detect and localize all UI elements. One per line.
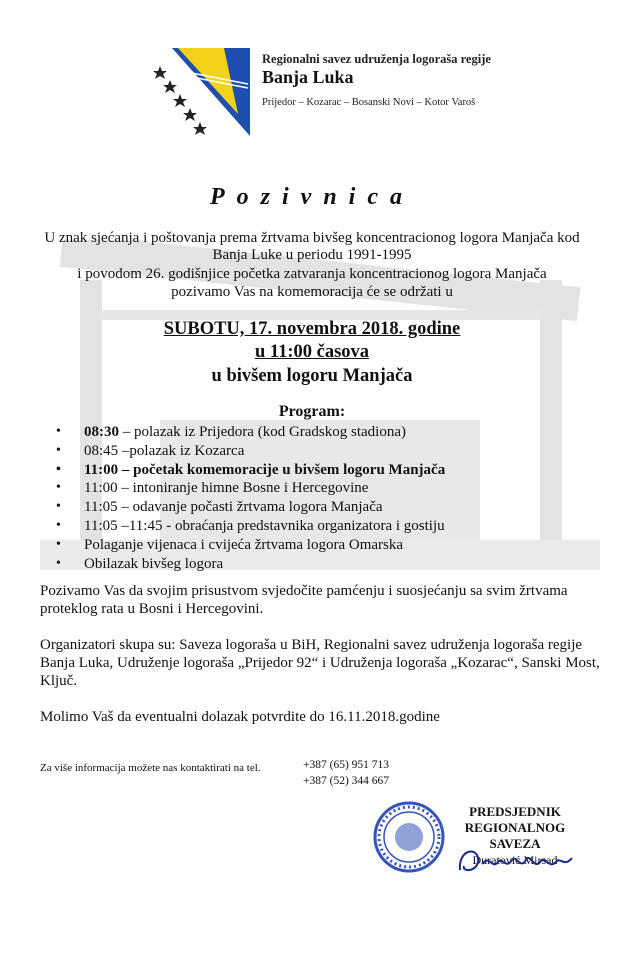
intro-line-4: pozivamo Vas na komemoracija će se održati u bbox=[171, 284, 453, 300]
program-item-text: – polazak iz Prijedora (kod Gradskog stadiona) bbox=[119, 424, 406, 440]
handwritten-signature bbox=[440, 840, 590, 880]
program-item-text: Polaganje vijenaca i cvijeća žrtvama logora Omarska bbox=[84, 536, 404, 553]
event-time: u 11:00 časova bbox=[254, 342, 370, 362]
signatory-title-line-1: PREDSJEDNIK bbox=[469, 804, 561, 819]
bih-flag-logo bbox=[152, 44, 252, 140]
intro-line-2: Banja Luke u periodu 1991-1995 bbox=[212, 247, 412, 263]
rsvp-paragraph: Molimo Vaš da eventualni dolazak potvrdite do 16.11.2018.godine bbox=[40, 709, 440, 725]
organization-name: Regionalni savez udruženja logoraša regije bbox=[262, 52, 491, 66]
document-title: Pozivnica bbox=[210, 184, 414, 210]
program-item-time: 11:00 bbox=[84, 461, 119, 478]
contact-label: Za više informacija možete nas kontaktirati na tel. bbox=[40, 762, 261, 774]
program-item-time: 11:05 bbox=[84, 499, 118, 516]
program-item-time: 08:30 bbox=[84, 424, 119, 440]
organization-city: Banja Luka bbox=[262, 67, 354, 87]
program-item-text: – intoniranje himne Bosne i Hercegovine bbox=[117, 480, 369, 497]
organizers-paragraph: Organizatori skupa su: Saveza logoraša u BiH, Regionalni savez udruženja logoraša regije Banja Luka, Udruženje logoraša „Prijedor 92“ i Udruženja logoraša „Kozarac“, Sanski Most, Ključ. bbox=[40, 637, 600, 689]
contact-phone-2: +387 (52) 344 667 bbox=[303, 775, 390, 787]
event-date: SUBOTU, 17. novembra 2018. godine bbox=[163, 319, 461, 339]
program-item-text: – početak komemoracije u bivšem logoru Manjača bbox=[118, 461, 446, 478]
event-place: u bivšem logoru Manjača bbox=[211, 366, 413, 386]
program-item bbox=[56, 423, 445, 442]
program-item bbox=[56, 555, 445, 574]
signatory-name: Duratović Mirsad bbox=[472, 853, 558, 867]
official-stamp-icon bbox=[372, 800, 446, 874]
program-list bbox=[56, 423, 445, 573]
appeal-paragraph: Pozivamo Vas da svojim prisustvom svjedočite pamćenju i suosjećanju sa svim žrtvama proteklog rata u Bosni i Hercegovini. bbox=[40, 583, 568, 617]
intro-line-3: i povodom 26. godišnjice početka zatvaranja koncentracionog logora Manjača bbox=[77, 266, 547, 282]
program-heading: Program: bbox=[278, 403, 346, 420]
signatory-title-line-2: REGIONALNOG SAVEZA bbox=[464, 820, 566, 851]
program-item-time: 11:05 –11:45 bbox=[84, 517, 163, 534]
program-item-time: 11:00 bbox=[84, 480, 118, 497]
program-item bbox=[56, 442, 445, 461]
program-item bbox=[56, 479, 445, 498]
program-item-text: – odavanje počasti žrtvama logora Manjača bbox=[117, 499, 383, 516]
program-item-text: –polazak iz Kozarca bbox=[118, 442, 245, 459]
intro-line-1: U znak sjećanja i poštovanja prema žrtvama bivšeg koncentracionog logora Manjača kod bbox=[44, 230, 580, 246]
program-item bbox=[56, 461, 445, 480]
contact-phone-1: +387 (65) 951 713 bbox=[303, 759, 390, 771]
program-item-text: Obilazak bivšeg logora bbox=[84, 555, 224, 572]
organization-places: Prijedor – Kozarac – Bosanski Novi – Kotor Varoš bbox=[262, 97, 476, 108]
program-item bbox=[56, 517, 445, 536]
program-item bbox=[56, 536, 445, 555]
program-item-time: 08:45 bbox=[84, 442, 119, 459]
program-item-text: - obraćanja predstavnika organizatora i gostiju bbox=[162, 517, 445, 534]
program-item bbox=[56, 498, 445, 517]
